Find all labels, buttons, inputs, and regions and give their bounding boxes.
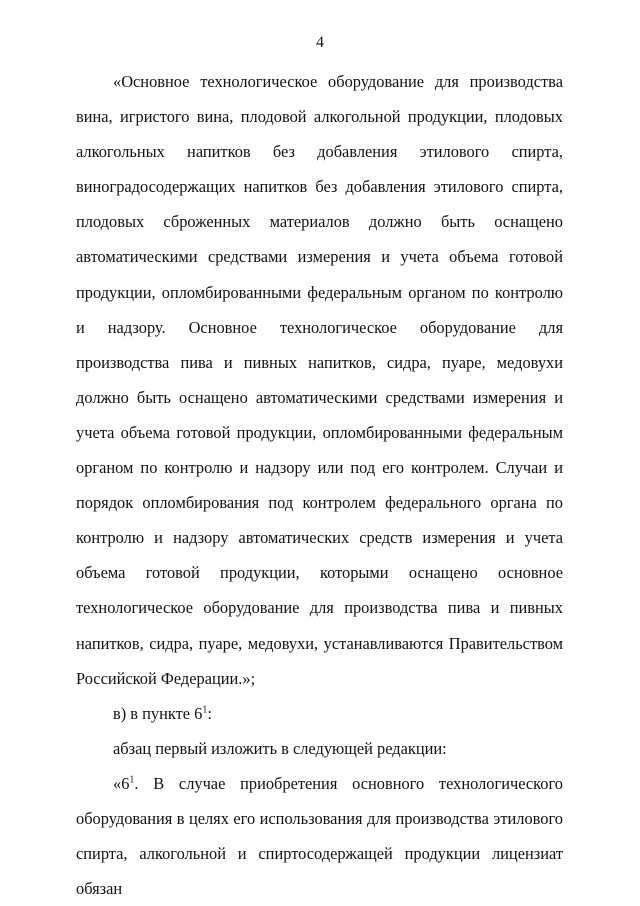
paragraph-item-v (76, 696, 563, 731)
paragraph-instruction: абзац первый изложить в следующей редакции: (113, 738, 447, 758)
paragraph-item-v-tail: : (207, 703, 212, 723)
paragraph-amendment-text: «Основное технологическое оборудование для производства вина, игристого вина, плодовой алкогольной продукции, плодовых алкогольных напитков без добавления этилового спирта, виноградосодержащих напитков без добавления этилового спирта, плодовых сброженных материалов должно быть оснащено автоматическими средствами измерения и учета объема готовой продукции, опломбированными федеральным органом по контролю и надзору. Основное технологическое оборудование для производства пива и пивных напитков, сидра, пуаре, медовухи должно быть оснащено автоматическими средствами измерения и учета объема готовой продукции, опломбированными федеральным органом по контролю и надзору или под его контролем. Случаи и порядок опломбирования под контролем федерального органа по контролю и надзору автоматических средств измерения и учета объема готовой продукции, которыми оснащено основное технологическое оборудование для производства пива и пивных напитков, сидра, пуаре, медовухи, устанавливаются Правительством Российской Федерации.»; (76, 72, 563, 688)
page-number: 4 (316, 34, 324, 51)
superscript-index: 1 (129, 774, 135, 786)
document-body (76, 64, 563, 906)
paragraph-new-wording-tail: . В случае приобретения основного технологического оборудования в целях его использования для производства этилового спирта, алкогольной и спиртосодержащей продукции лицензиат обязан (76, 773, 563, 899)
paragraph-new-wording (76, 766, 563, 906)
paragraph-new-wording-lead: «6 (113, 773, 130, 793)
superscript-index: 1 (202, 704, 208, 716)
paragraph-item-v-lead: в) в пункте 6 (113, 703, 203, 723)
